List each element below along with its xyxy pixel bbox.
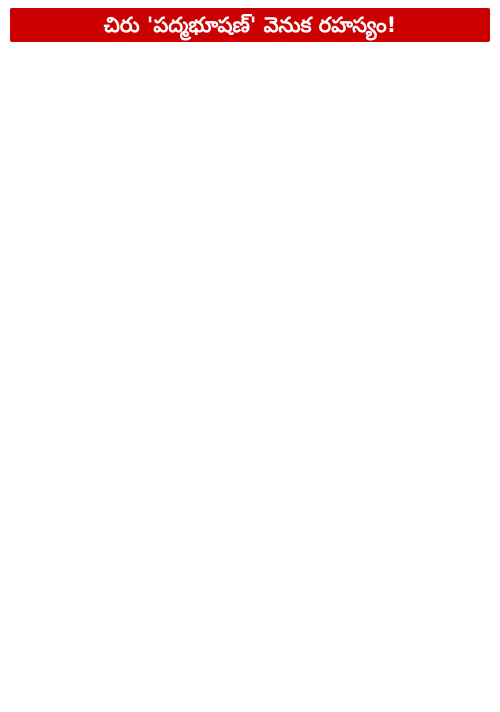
article-headline: చిరు 'పద్మభూషణ్' వెనుక రహస్యం! (10, 8, 490, 42)
